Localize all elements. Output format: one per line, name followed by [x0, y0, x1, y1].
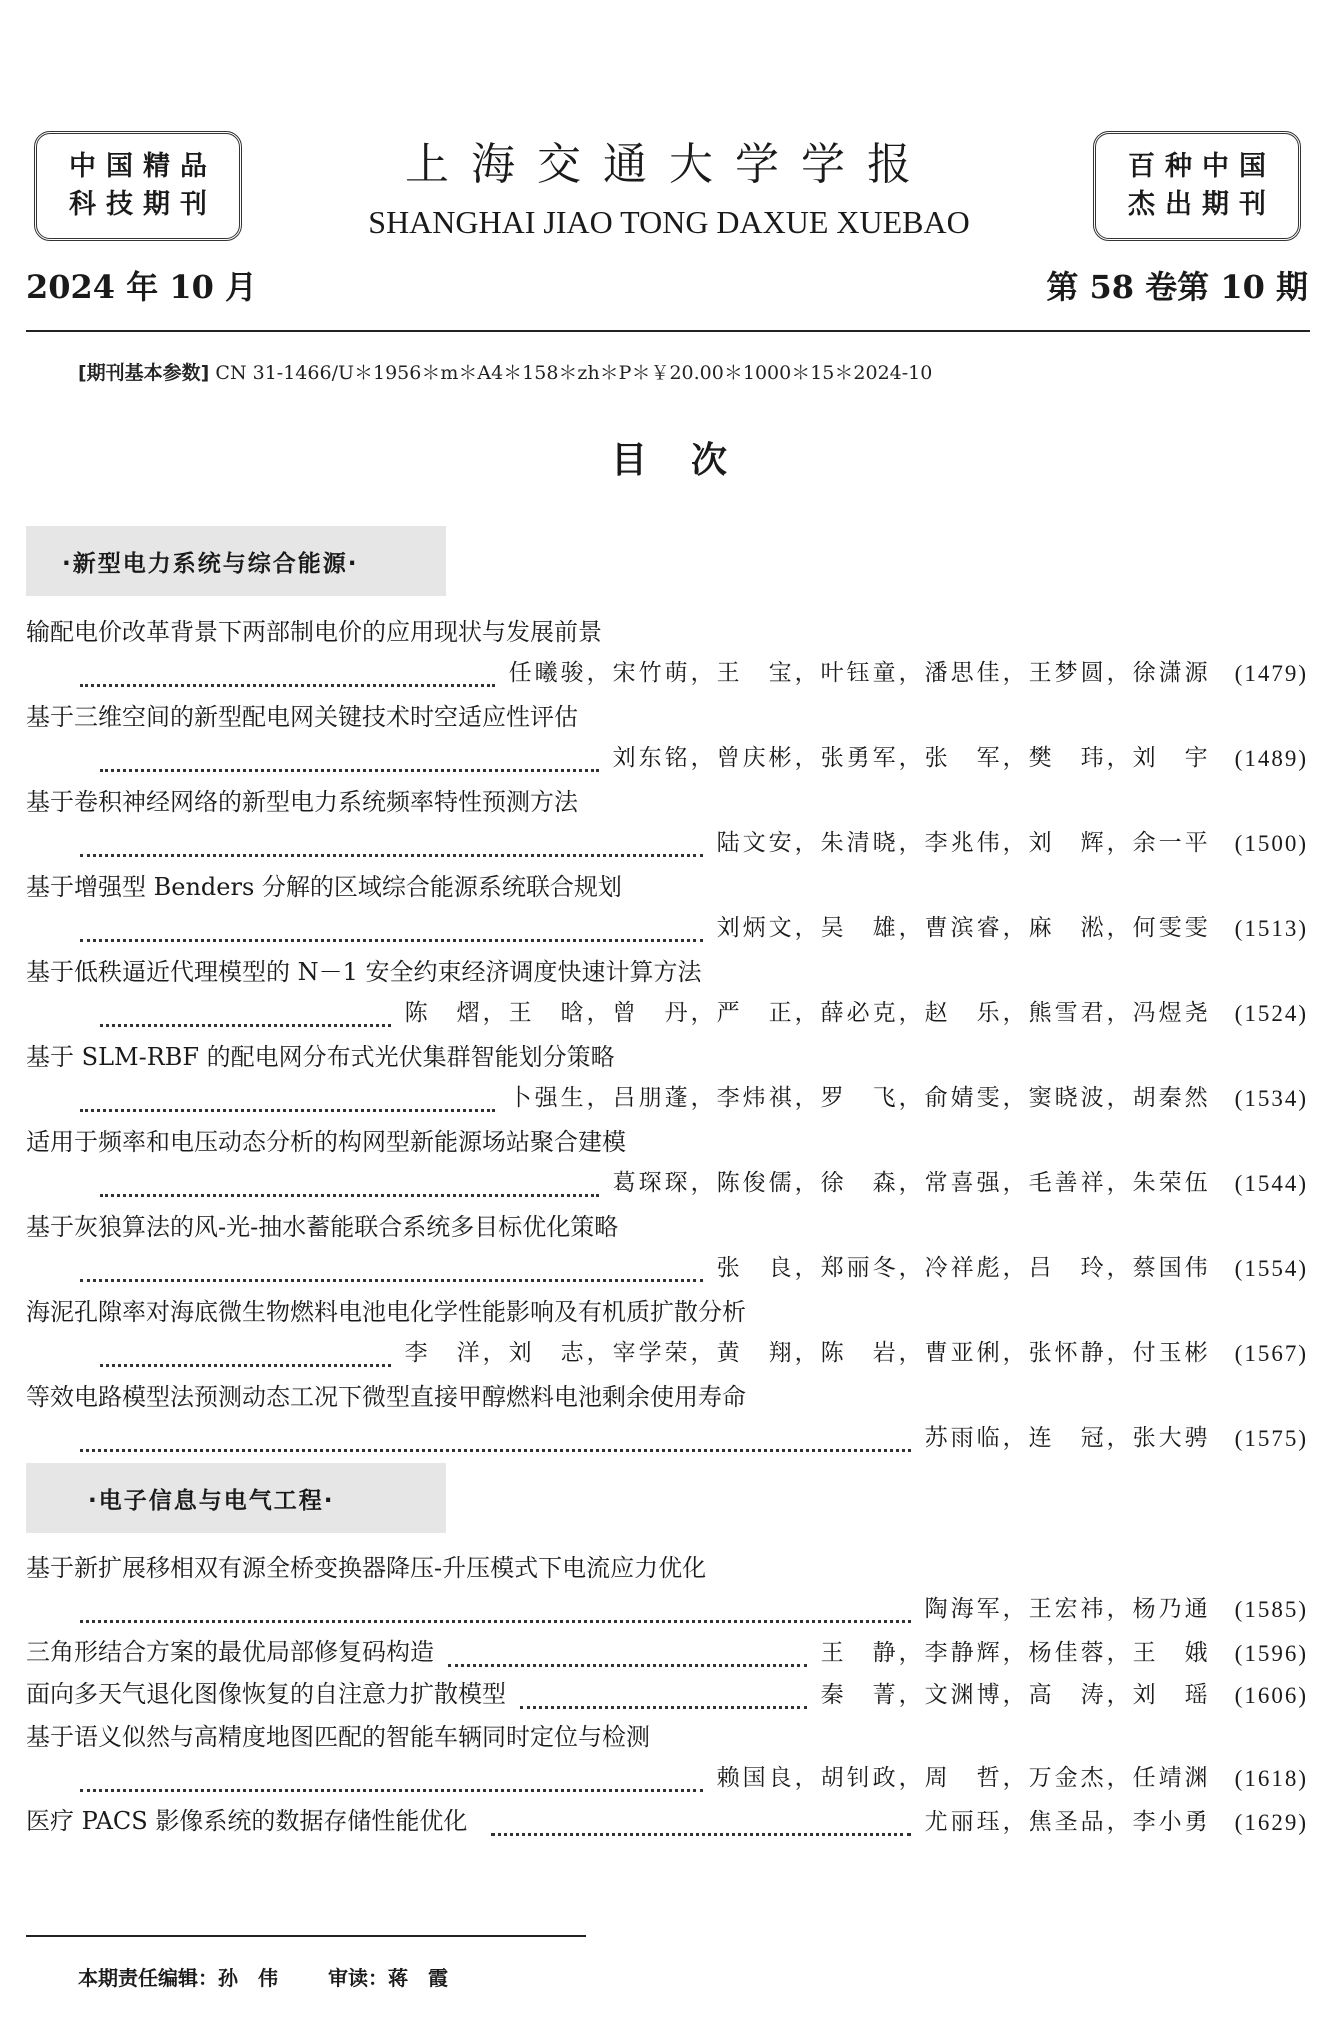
footer-divider: [26, 1935, 586, 1937]
article-title[interactable]: 基于语义似然与高精度地图匹配的智能车辆同时定位与检测: [26, 1723, 650, 1751]
header-divider: [26, 330, 1310, 332]
article-byline: [100, 739, 1308, 772]
section-header-power-systems: ·新型电力系统与综合能源·: [26, 526, 446, 596]
badge-right-line-1: 百种中国: [1128, 151, 1276, 182]
article-authors: 刘东铭，曾庆彬，张勇军，张 军，樊 玮，刘 宇: [612, 745, 1211, 771]
badge-left-line-1: 中国精品: [69, 151, 217, 182]
article-authors: 赖国良，胡钊政，周 哲，万金杰，任靖渊: [716, 1765, 1211, 1791]
section-header-electronics: ·电子信息与电气工程·: [26, 1463, 446, 1533]
article-page[interactable]: (1534): [1234, 1086, 1308, 1111]
badge-left-line-2: 科技期刊: [69, 189, 217, 220]
article-authors: 陶海军，王宏祎，杨乃通: [924, 1596, 1211, 1622]
article-title[interactable]: 医疗 PACS 影像系统的数据存储性能优化: [26, 1807, 468, 1835]
journal-title-chinese: 上海交通大学学报: [405, 139, 933, 190]
article-page[interactable]: (1489): [1234, 746, 1308, 771]
article-page[interactable]: (1479): [1234, 661, 1308, 686]
article-title[interactable]: 基于新扩展移相双有源全桥变换器降压-升压模式下电流应力优化: [26, 1554, 707, 1582]
article-authors: 李 洋，刘 志，宰学荣，黄 翔，陈 岩，曹亚俐，张怀静，付玉彬: [404, 1340, 1211, 1366]
article-title[interactable]: 基于三维空间的新型配电网关键技术时空适应性评估: [26, 703, 578, 731]
article-byline: [80, 1249, 1308, 1282]
article-title[interactable]: 基于灰狼算法的风-光-抽水蓄能联合系统多目标优化策略: [26, 1213, 619, 1241]
article-row: [26, 1801, 1308, 1836]
issue-date: 2024 年 10 月: [26, 268, 258, 306]
article-page[interactable]: (1575): [1234, 1426, 1308, 1451]
dot-leader: [80, 1087, 495, 1112]
dot-leader: [80, 1427, 911, 1452]
article-authors: 葛琛琛，陈俊儒，徐 森，常喜强，毛善祥，朱荣伍: [612, 1170, 1211, 1196]
article-title[interactable]: 基于卷积神经网络的新型电力系统频率特性预测方法: [26, 788, 578, 816]
article-page[interactable]: (1554): [1234, 1256, 1308, 1281]
dot-leader: [491, 1811, 910, 1836]
dot-leader: [448, 1642, 807, 1667]
dot-leader: [100, 1342, 391, 1367]
journal-parameters: [78, 358, 932, 385]
article-title[interactable]: 输配电价改革背景下两部制电价的应用现状与发展前景: [26, 618, 602, 646]
article-page[interactable]: (1567): [1234, 1341, 1308, 1366]
article-authors: 陆文安，朱清晓，李兆伟，刘 辉，余一平: [716, 830, 1211, 856]
dot-leader: [80, 917, 703, 942]
article-page[interactable]: (1524): [1234, 1001, 1308, 1026]
article-title[interactable]: 等效电路模型法预测动态工况下微型直接甲醇燃料电池剩余使用寿命: [26, 1383, 746, 1411]
dot-leader: [80, 1257, 703, 1282]
article-title[interactable]: 适用于频率和电压动态分析的构网型新能源场站聚合建模: [26, 1128, 626, 1156]
article-page[interactable]: (1500): [1234, 831, 1308, 856]
article-authors: 苏雨临，连 冠，张大骋: [924, 1425, 1211, 1451]
article-title[interactable]: 基于低秩逼近代理模型的 N－1 安全约束经济调度快速计算方法: [26, 958, 702, 986]
article-row: [26, 1674, 1308, 1709]
article-page[interactable]: (1544): [1234, 1171, 1308, 1196]
article-byline: [80, 1590, 1308, 1623]
dot-leader: [100, 1002, 391, 1027]
reviewer: 审读：蒋 霞: [328, 1966, 448, 1990]
article-title[interactable]: 海泥孔隙率对海底微生物燃料电池电化学性能影响及有机质扩散分析: [26, 1298, 746, 1326]
article-byline: [80, 1419, 1308, 1452]
dot-leader: [80, 662, 495, 687]
article-page[interactable]: (1606): [1234, 1683, 1308, 1708]
dot-leader: [80, 832, 703, 857]
article-authors: 任曦骏，宋竹萌，王 宝，叶钰童，潘思佳，王梦圆，徐潇源: [508, 660, 1211, 686]
article-byline: [80, 1759, 1308, 1792]
article-byline: [80, 824, 1308, 857]
journal-title-english: SHANGHAI JIAO TONG DAXUE XUEBAO: [368, 204, 970, 240]
article-title[interactable]: 基于 SLM-RBF 的配电网分布式光伏集群智能划分策略: [26, 1043, 615, 1071]
article-row: [26, 1632, 1308, 1667]
article-page[interactable]: (1585): [1234, 1597, 1308, 1622]
article-title[interactable]: 三角形结合方案的最优局部修复码构造: [26, 1638, 434, 1666]
dot-leader: [100, 1172, 599, 1197]
article-byline: [80, 909, 1308, 942]
article-page[interactable]: (1629): [1234, 1810, 1308, 1835]
issue-volume: 第 58 卷第 10 期: [1046, 268, 1308, 306]
dot-leader: [80, 1598, 911, 1623]
editorial-credits: [78, 1962, 448, 1991]
article-byline: [100, 994, 1308, 1027]
article-authors: 卜强生，吕朋蓬，李炜祺，罗 飞，俞婧雯，窦晓波，胡秦然: [508, 1085, 1211, 1111]
dot-leader: [520, 1684, 807, 1709]
article-page[interactable]: (1618): [1234, 1766, 1308, 1791]
dot-leader: [100, 747, 599, 772]
responsible-editor: 本期责任编辑：孙 伟: [78, 1966, 278, 1990]
article-authors: 秦 菁，文渊博，高 涛，刘 瑶: [820, 1682, 1211, 1708]
article-byline: [100, 1334, 1308, 1367]
table-of-contents-title: 目次: [610, 440, 771, 481]
article-authors: 陈 熠，王 晗，曾 丹，严 正，薛必克，赵 乐，熊雪君，冯煜尧: [404, 1000, 1211, 1026]
parameters-label: [期刊基本参数]: [78, 362, 210, 384]
article-page[interactable]: (1513): [1234, 916, 1308, 941]
parameters-value: CN 31-1466/U＊1956＊m＊A4＊158＊zh＊P＊￥20.00＊1000＊15＊2024-10: [215, 362, 933, 384]
article-title[interactable]: 面向多天气退化图像恢复的自注意力扩散模型: [26, 1680, 506, 1708]
article-authors: 尤丽珏，焦圣品，李小勇: [924, 1809, 1211, 1835]
badge-right-line-2: 杰出期刊: [1128, 189, 1276, 220]
article-title[interactable]: 基于增强型 Benders 分解的区域综合能源系统联合规划: [26, 873, 622, 901]
article-authors: 刘炳文，吴 雄，曹滨睿，麻 淞，何雯雯: [716, 915, 1211, 941]
article-byline: [80, 654, 1308, 687]
article-byline: [80, 1079, 1308, 1112]
article-authors: 王 静，李静辉，杨佳蓉，王 娥: [820, 1640, 1211, 1666]
article-byline: [100, 1164, 1308, 1197]
article-authors: 张 良，郑丽冬，冷祥彪，吕 玲，蔡国伟: [716, 1255, 1211, 1281]
article-page[interactable]: (1596): [1234, 1641, 1308, 1666]
dot-leader: [80, 1767, 703, 1792]
